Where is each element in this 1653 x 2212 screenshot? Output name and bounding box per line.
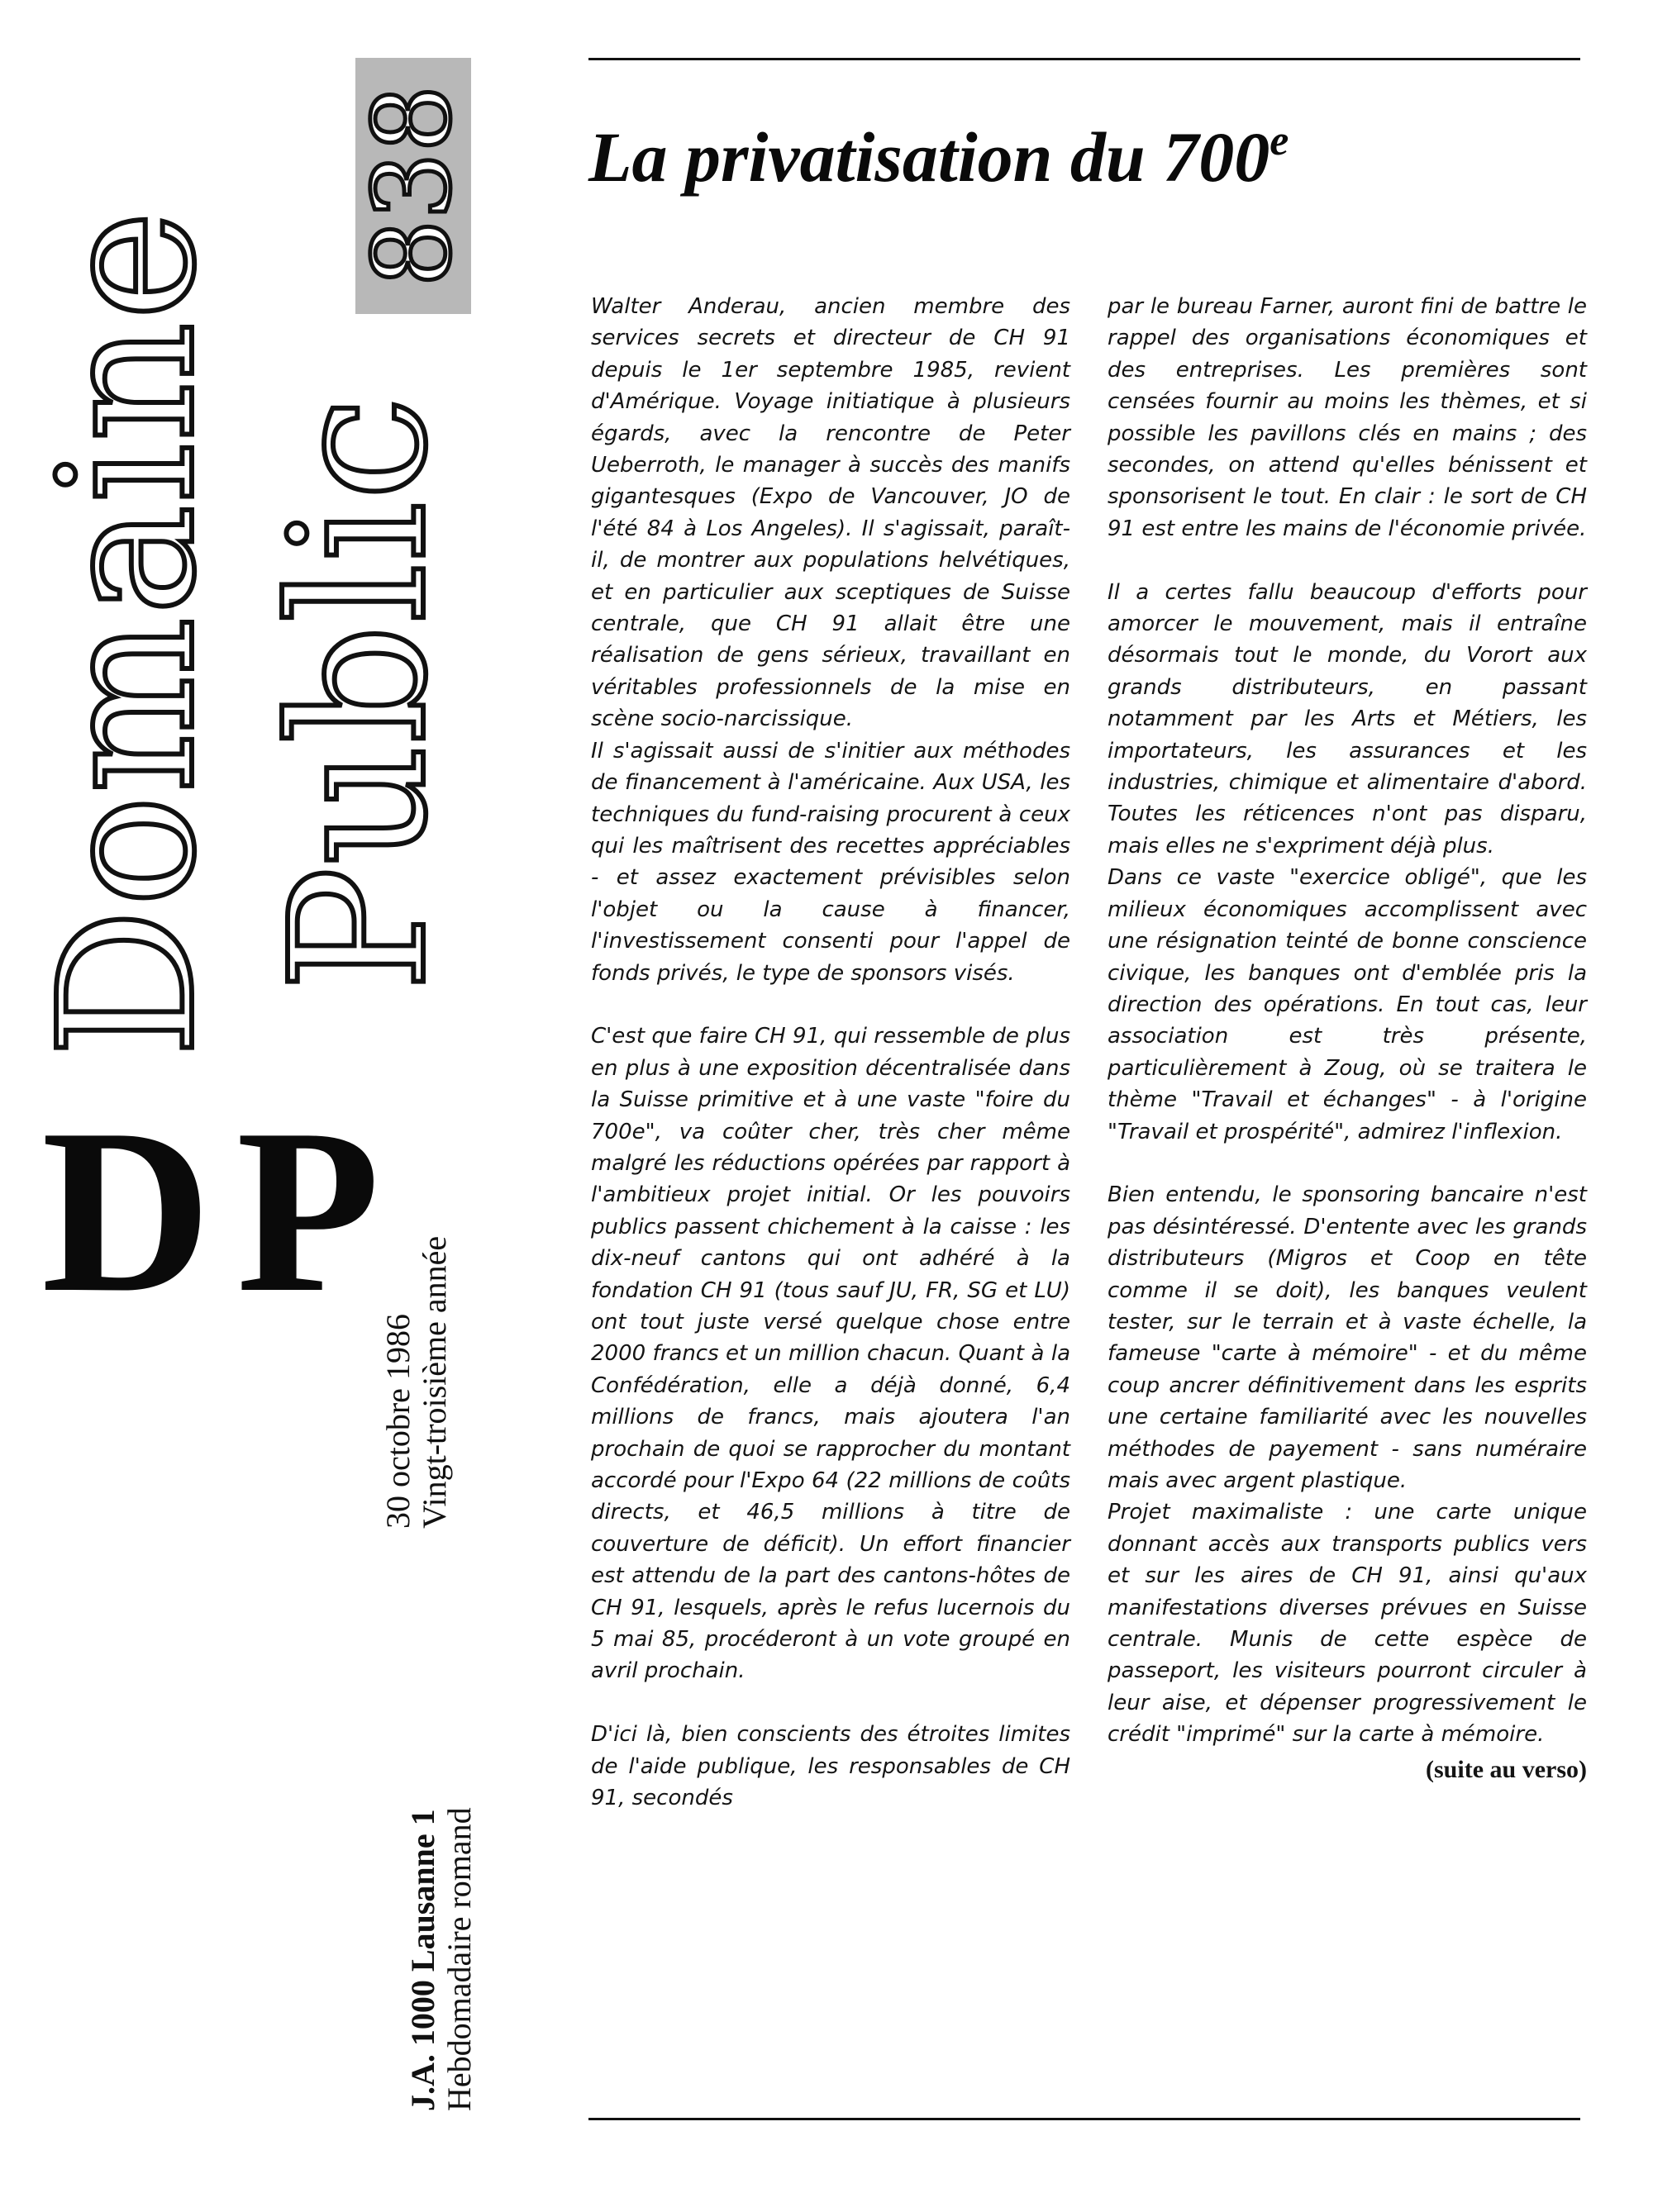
paragraph: par le bureau Farner, auront fini de battre le rappel des organisations économiques et des entreprises. Les premières sont censées fournir au moins les thèmes, et si possible les pavillons clés en mains ; des secondes, on attend qu'elles bénissent et sponsorisent le tout. En clair : le sort de CH 91 est entre les mains de l'économie privée.	[1108, 294, 1587, 541]
masthead-info-group-1	[405, 1541, 478, 2111]
article-column-left	[591, 291, 1070, 1814]
year-line: Vingt-troisième année	[416, 1235, 453, 1529]
date-line: 30 octobre 1986	[379, 1314, 417, 1529]
paragraph: Bien entendu, le sponsoring bancaire n'est pas désintéressé. D'entente avec les grands distributeurs (Migros et Coop en tête comme il se doit), les banques veulent tester, sur le terrain et à vaste échelle, la fameuse "carte à mémoire" - et du même coup ancrer définitivement dans les esprits une certaine familiarité avec les nouvelles méthodes de payement - sans numéraire mais avec argent plastique.	[1108, 1182, 1587, 1493]
paragraph: D'ici là, bien conscients des étroites limites de l'aide publique, les responsables de CH 91, secondés	[591, 1722, 1070, 1811]
postal-line: J.A. 1000 Lausanne 1	[404, 1809, 441, 2111]
periodicity-line: Hebdomadaire romand	[441, 1807, 478, 2111]
paragraph: Projet maximaliste : une carte unique donnant accès aux transports publics vers et sur les aires de CH 91, ainsi qu'aux manifestations diverses prévues en Suisse centrale. Munis de cette espèce de passeport, les visiteurs pourront circuler à leur aise, et dépenser progressivement le crédit "imprimé" sur la carte à mémoire.	[1108, 1500, 1587, 1748]
paragraph: Il a certes fallu beaucoup d'efforts pour amorcer le mouvement, mais il entraîne désormais tout le monde, du Vorort aux grands distributeurs, en passant notamment par les Arts et Métiers, les importateurs, les assurances et les industries, chimique et alimentaire d'abord. Toutes les réticences n'ont pas disparu, mais elles ne s'expriment déjà plus.	[1108, 579, 1587, 859]
paragraph: Walter Anderau, ancien membre des services secrets et directeur de CH 91 depuis le 1er septembre 1985, revient d'Amérique. Voyage initiatique à plusieurs égards, avec la rencontre de Peter Ueberroth, le manager à succès des manifs gigantesques (Expo de Vancouver, JO de l'été 84 à Los Angeles). Il s'agissait, paraît-il, de montrer aux populations helvétiques, et en particulier aux sceptiques de Suisse centrale, que CH 91 allait être une réalisation de gens sérieux, travaillant en véritables professionnels de la mise en scène socio-narcissique.	[591, 294, 1070, 732]
top-rule	[588, 58, 1580, 60]
masthead-info-group-2	[380, 1198, 453, 1529]
article-title: La privatisation du 700e	[588, 117, 1289, 197]
issue-number-badge: 838	[355, 58, 471, 314]
article-column-right	[1108, 291, 1587, 1786]
dp-logo: DP	[41, 1080, 405, 1341]
paragraph: Dans ce vaste "exercice obligé", que les milieux économiques accomplissent avec une résignation teinté de bonne conscience civique, les banques ont d'emblée pris la direction des opérations. En tout cas, leur association est très présente, particulièrement à Zoug, où se traitera le thème "Travail et échanges" - à l'origine "Travail et prospérité", admirez l'inflexion.	[1108, 865, 1587, 1144]
bottom-rule	[588, 2118, 1580, 2120]
continued-notice: (suite au verso)	[1426, 1755, 1587, 1783]
paragraph: C'est que faire CH 91, qui ressemble de plus en plus à une exposition décentralisée dans la Suisse primitive et à une vaste "foire du 700e", va coûter cher, très cher même malgré les réductions opérées par rapport à l'ambitieux projet initial. Or les pouvoirs publics passent chichement à la caisse : les dix-neuf cantons qui ont adhéré à la fondation CH 91 (tous sauf JU, FR, SG et LU) ont tout juste versé quelque chose entre 2000 francs et un million chacun. Quant à la Confédération, elle a déjà donné, 6,4 millions de francs, mais ajoutera l'an prochain de quoi se rapprocher du montant accordé pour l'Expo 64 (22 millions de coûts directs, et 46,5 millions à titre de couverture de déficit). Un effort financier est attendu de la part des cantons-hôtes de CH 91, lesquels, après le refus lucernois du 5 mai 85, procéderont à un vote groupé en avril prochain.	[591, 1024, 1070, 1684]
paragraph: Il s'agissait aussi de s'initier aux méthodes de financement à l'américaine. Aux USA, les techniques du fund-raising procurent à ceux qui les maîtrisent des recettes appréciables - et assez exactement prévisibles selon l'objet ou la cause à financer, l'investissement consenti pour l'appel de fonds privés, le type de sponsors visés.	[591, 738, 1070, 986]
masthead-word-domaine: Domaine	[20, 208, 236, 1058]
masthead-word-public: Public	[251, 394, 468, 992]
